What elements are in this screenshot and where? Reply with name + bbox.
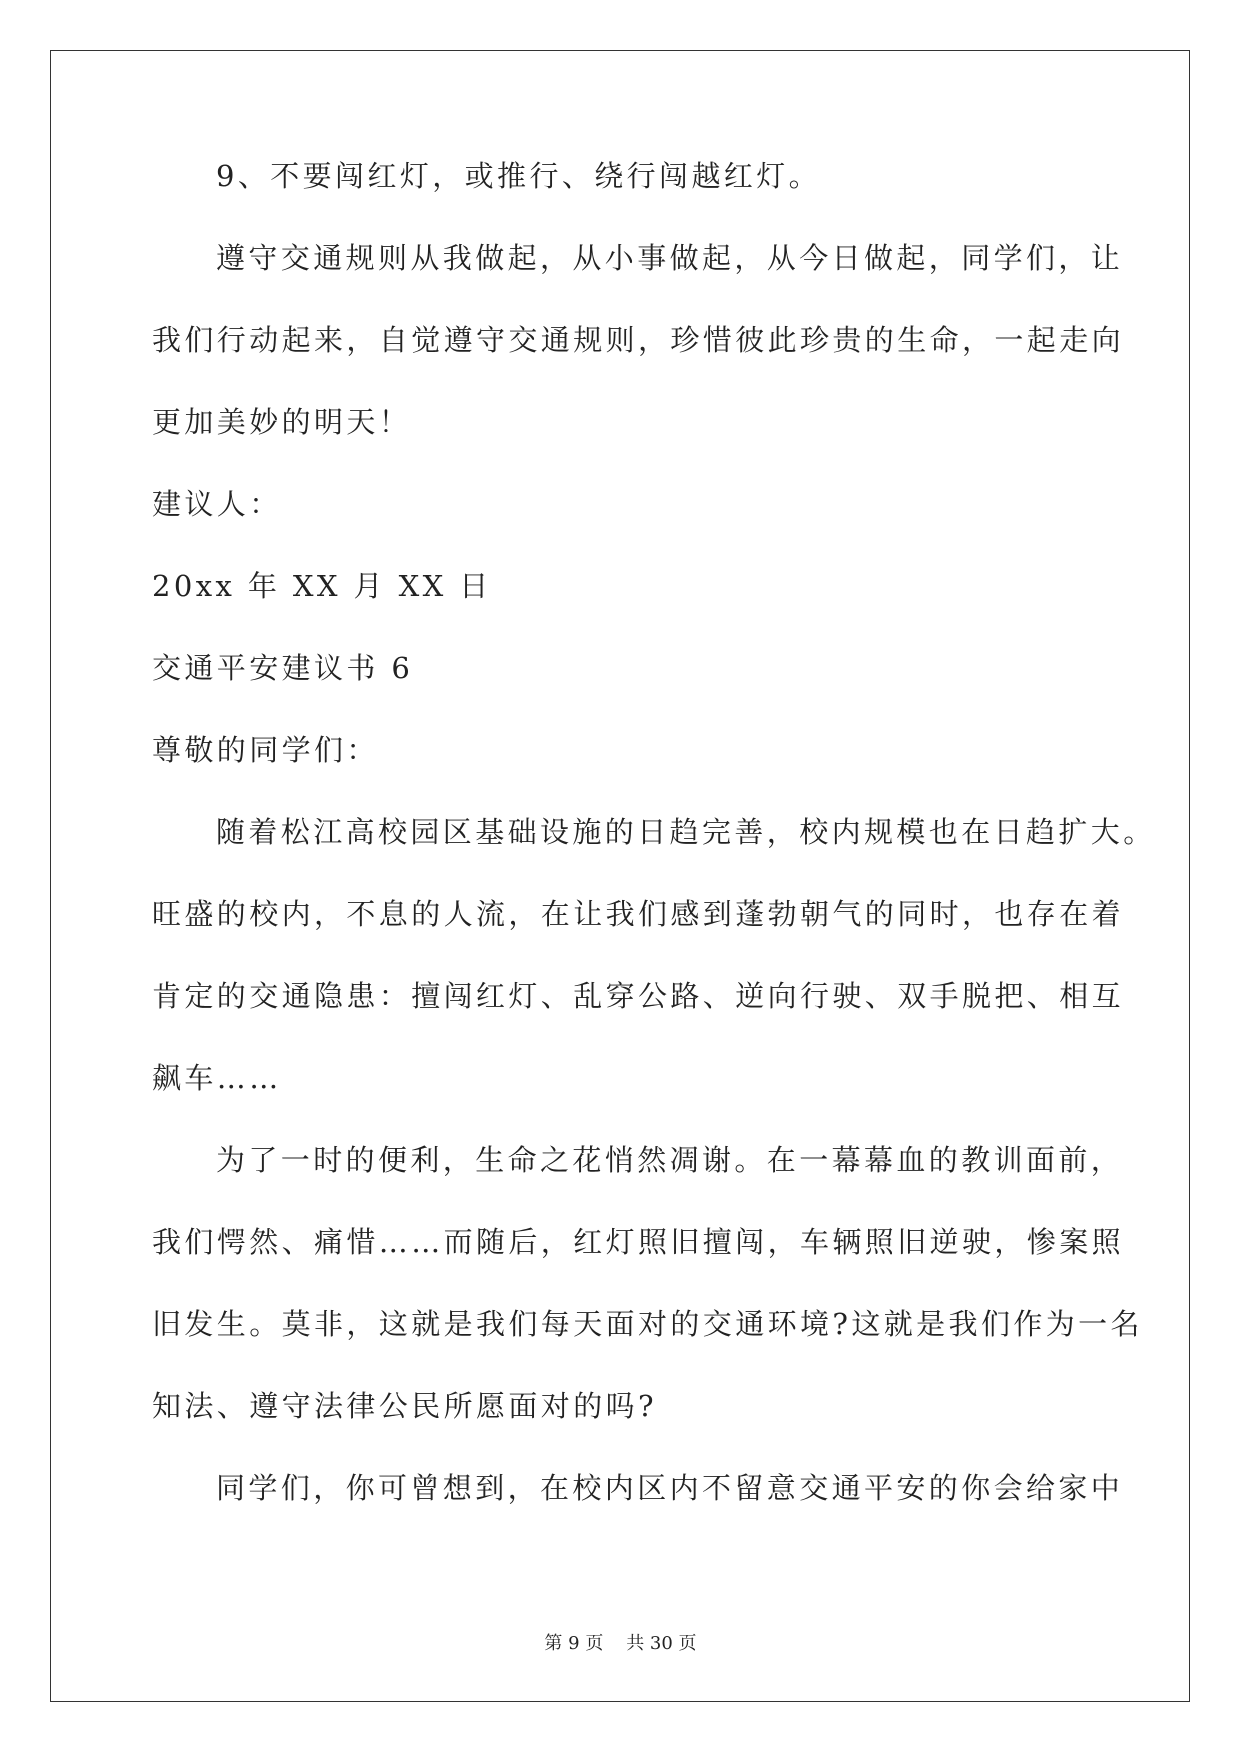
salutation: 尊敬的同学们： bbox=[152, 733, 379, 767]
paragraph-line-10: 旧发生。莫非，这就是我们每天面对的交通环境?这就是我们作为一名 bbox=[152, 1307, 1143, 1341]
paragraph-line-8: 为了一时的便利，生命之花悄然凋谢。在一幕幕血的教训面前， bbox=[216, 1143, 1124, 1177]
paragraph-line-12: 同学们，你可曾想到，在校内区内不留意交通平安的你会给家中 bbox=[216, 1471, 1124, 1505]
section-title: 交通平安建议书 6 bbox=[152, 651, 414, 685]
paragraph-line-4: 随着松江高校园区基础设施的日趋完善，校内规模也在日趋扩大。 bbox=[216, 815, 1156, 849]
paragraph-line-9: 我们愕然、痛惜……而随后，红灯照旧擅闯，车辆照旧逆驶，惨案照 bbox=[152, 1225, 1125, 1259]
paragraph-line-6: 肯定的交通隐患：擅闯红灯、乱穿公路、逆向行驶、双手脱把、相互 bbox=[152, 979, 1125, 1013]
proposer-label: 建议人： bbox=[152, 487, 282, 521]
page-number-footer: 第 9 页 共 30 页 bbox=[544, 1633, 697, 1654]
page-frame bbox=[50, 50, 1190, 1702]
paragraph-line-7: 飙车…… bbox=[152, 1061, 282, 1095]
paragraph-line-1: 遵守交通规则从我做起，从小事做起，从今日做起，同学们，让 bbox=[216, 241, 1124, 275]
paragraph-line-3: 更加美妙的明天！ bbox=[152, 405, 412, 439]
date-line: 20xx 年 XX 月 XX 日 bbox=[152, 569, 492, 603]
text-line-item-9: 9、不要闯红灯，或推行、绕行闯越红灯。 bbox=[216, 159, 822, 193]
paragraph-line-5: 旺盛的校内，不息的人流，在让我们感到蓬勃朝气的同时，也存在着 bbox=[152, 897, 1125, 931]
paragraph-line-2: 我们行动起来，自觉遵守交通规则，珍惜彼此珍贵的生命，一起走向 bbox=[152, 323, 1125, 357]
paragraph-line-11: 知法、遵守法律公民所愿面对的吗? bbox=[152, 1389, 657, 1423]
